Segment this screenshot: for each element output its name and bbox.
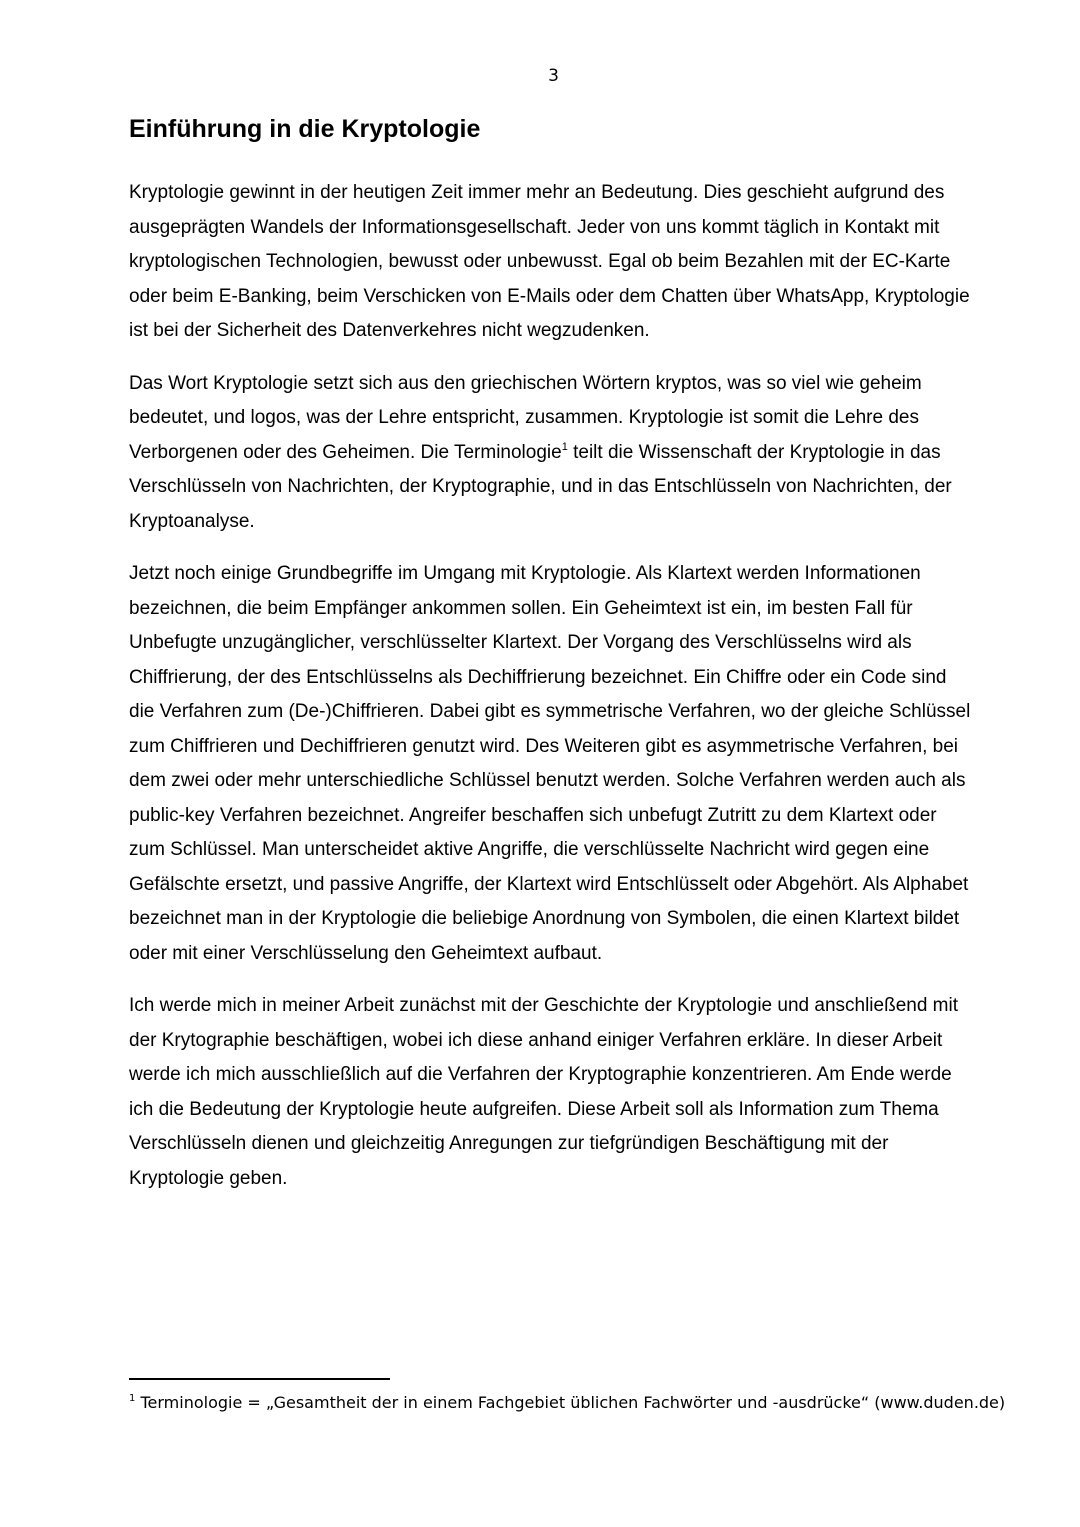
paragraph-basic-terms: Jetzt noch einige Grundbegriffe im Umgang mit Kryptologie. Als Klartext werden Informationen bezeichnen, die beim Empfänger ankommen sollen. Ein Geheimtext ist ein, im besten Fall für Unbefugte unzugänglicher, verschlüsselter Klartext. Der Vorgang des Verschlüsselns wird als Chiffrierung, der des Entschlüsselns als Dechiffrierung bezeichnet. Ein Chiffre oder ein Code sind die Verfahren zum (De-)Chiffrieren. Dabei gibt es symmetrische Verfahren, wo der gleiche Schlüssel zum Chiffrieren und Dechiffrieren genutzt wird. Des Weiteren gibt es asymmetrische Verfahren, bei dem zwei oder mehr unterschiedliche Schlüssel benutzt werden. Solche Verfahren werden auch als public-key Verfahren bezeichnet. Angreifer beschaffen sich unbefugt Zutritt zu dem Klartext oder zum Schlüssel. Man unterscheidet aktive Angriffe, die verschlüsselte Nachricht wird gegen eine Gefälschte ersetzt, und passive Angriffe, der Klartext wird Entschlüsselt oder Abgehört. Als Alphabet bezeichnet man in der Kryptologie die beliebige Anordnung von Symbolen, die einen Klartext bildet oder mit einer Verschlüsselung den Geheimtext aufbaut. [129,563,971,964]
paragraph-etymology-text-before: Das Wort Kryptologie setzt sich aus den griechischen Wörtern kryptos, was so viel wie geheim bedeutet, und logos, was der Lehre entspricht, zusammen. Kryptologie ist somit die Lehre des Verborgenen oder des Geheimen. Die Terminologie [129,372,922,463]
footnote-number: 1 [129,1393,136,1404]
footnote-text: Terminologie = „Gesamtheit der in einem Fachgebiet üblichen Fachwörter und -ausdrücke“ (www.duden.de) [135,1393,1006,1412]
section-heading: Einführung in die Kryptologie [129,115,481,143]
paragraph-etymology-text-after: teilt die Wissenschaft der Kryptologie in das Verschlüsseln von Nachrichten, der Kryptographie, und in das Entschlüsseln von Nachrichten, der Kryptoanalyse. [129,441,952,532]
paragraph-etymology [129,367,977,540]
footnote [129,1392,1009,1414]
paragraph-outline: Ich werde mich in meiner Arbeit zunächst mit der Geschichte der Kryptologie und anschließend mit der Krytographie beschäftigen, wobei ich diese anhand einiger Verfahren erkläre. In dieser Arbeit werde ich mich ausschließlich auf die Verfahren der Kryptographie konzentrieren. Am Ende werde ich die Bedeutung der Kryptologie heute aufgreifen. Diese Arbeit soll als Information zum Thema Verschlüsseln dienen und gleichzeitig Anregungen zur tiefgründigen Beschäftigung mit der Kryptologie geben. [129,995,959,1189]
footnote-reference: 1 [561,440,568,453]
page-number: 3 [548,66,559,86]
document-body [129,112,977,1214]
paragraph-introduction: Kryptologie gewinnt in der heutigen Zeit immer mehr an Bedeutung. Dies geschieht aufgrund des ausgeprägten Wandels der Informationsgesellschaft. Jeder von uns kommt täglich in Kontakt mit kryptologischen Technologien, bewusst oder unbewusst. Egal ob beim Bezahlen mit der EC-Karte oder beim E-Banking, beim Verschicken von E-Mails oder dem Chatten über WhatsApp, Kryptologie ist bei der Sicherheit des Datenverkehres nicht wegzudenken. [129,182,970,341]
footnote-separator [129,1378,390,1380]
